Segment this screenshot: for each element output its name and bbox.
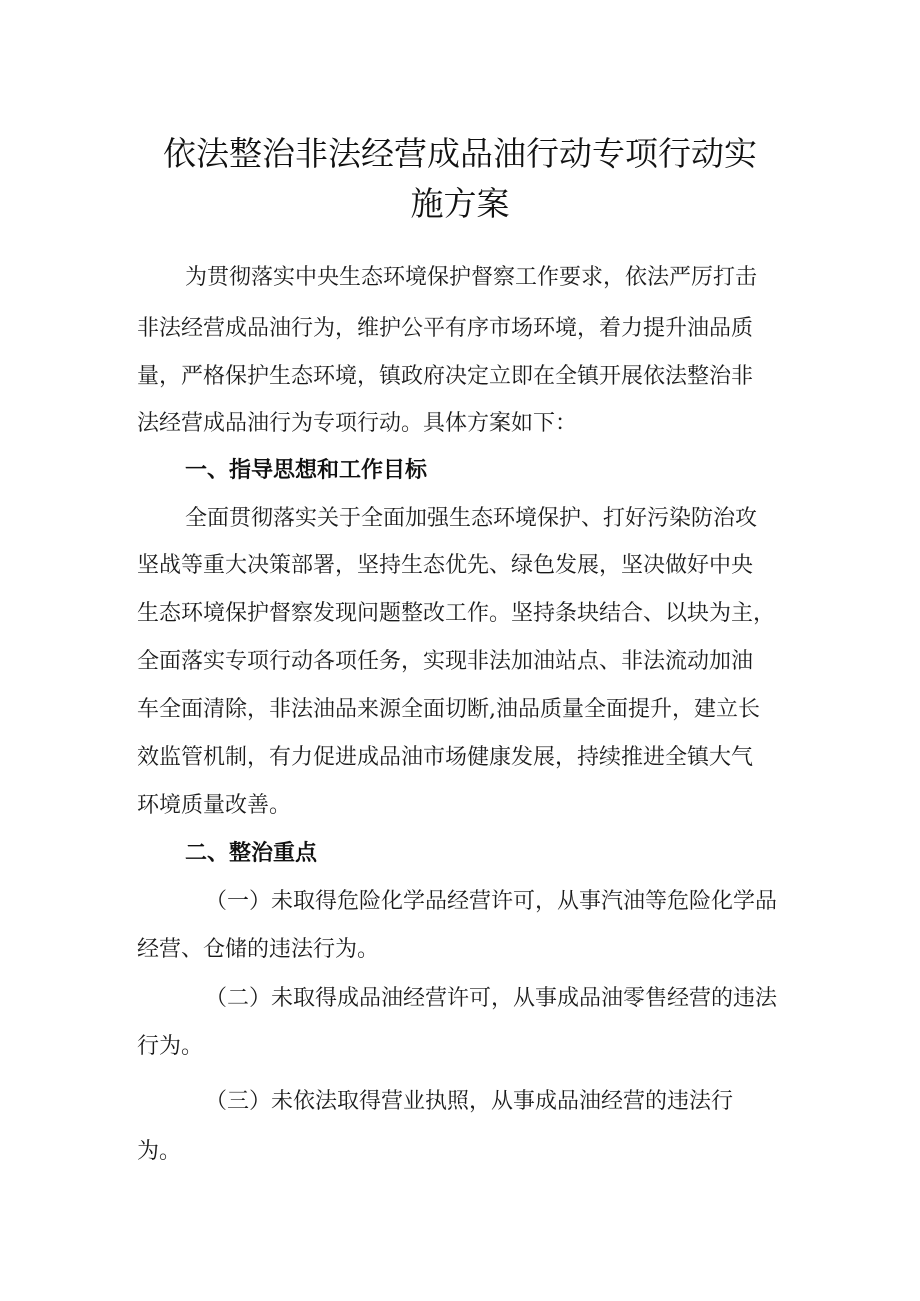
section-1-line: 效监管机制，有力促进成品油市场健康发展，持续推进全镇大气: [137, 745, 754, 770]
item-2-line: （二）未取得成品油经营许可，从事成品油零售经营的违法: [205, 986, 778, 1011]
section-heading-1: 一、指导思想和工作目标: [185, 458, 428, 483]
section-1-line: 全面贯彻落实关于全面加强生态环境保护、打好污染防治攻: [185, 506, 758, 531]
intro-line: 法经营成品油行为专项行动。具体方案如下：: [137, 411, 578, 436]
intro-line: 量，严格保护生态环境，镇政府决定立即在全镇开展依法整治非: [137, 364, 754, 389]
item-1-line: （一）未取得危险化学品经营许可，从事汽油等危险化学品: [205, 889, 778, 914]
document-title-line-1: 依法整治非法经营成品油行动专项行动实: [163, 134, 757, 173]
intro-line: 非法经营成品油行为，维护公平有序市场环境，着力提升油品质: [137, 316, 754, 341]
section-1-line: 车全面清除，非法油品来源全面切断,油品质量全面提升，建立长: [137, 697, 760, 722]
section-1-line: 生态环境保护督察发现问题整改工作。坚持条块结合、以块为主，: [137, 601, 776, 626]
section-heading-2: 二、整治重点: [185, 841, 318, 866]
item-2-line: 行为。: [137, 1034, 204, 1059]
section-1-line: 全面落实专项行动各项任务，实现非法加油站点、非法流动加油: [137, 649, 754, 674]
document-title-line-2: 施方案: [410, 184, 510, 223]
section-1-line: 环境质量改善。: [137, 793, 292, 818]
item-3-line: 为。: [137, 1139, 182, 1164]
intro-line: 为贯彻落实中央生态环境保护督察工作要求，依法严厉打击: [185, 265, 758, 290]
item-1-line: 经营、仓储的违法行为。: [137, 937, 380, 962]
item-3-line: （三）未依法取得营业执照，从事成品油经营的违法行: [205, 1089, 734, 1114]
section-1-line: 坚战等重大决策部署，坚持生态优先、绿色发展，坚决做好中央: [137, 553, 754, 578]
